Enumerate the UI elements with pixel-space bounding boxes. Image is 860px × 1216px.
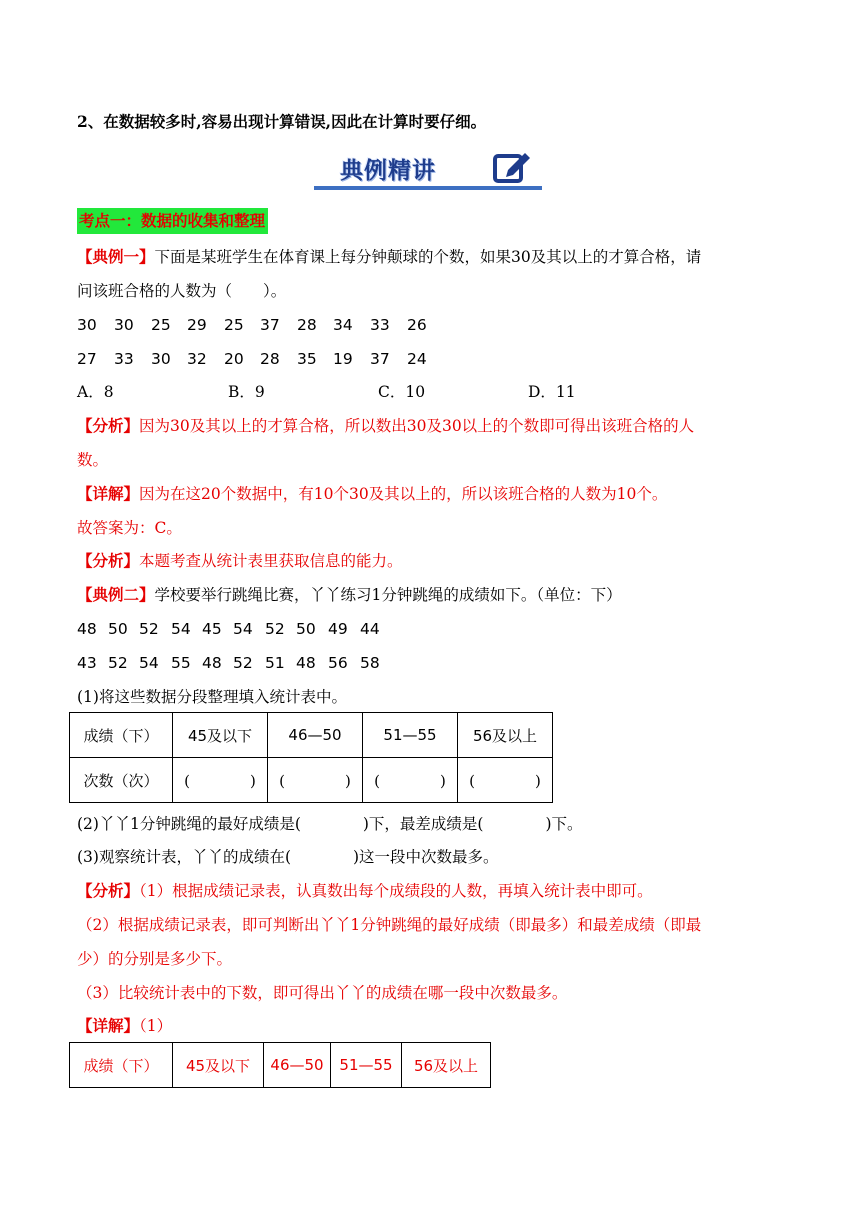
example1-answer: 故答案为：C。: [77, 519, 182, 537]
data-value: 20: [224, 350, 244, 368]
banner-underline: [314, 186, 542, 190]
data-value: 27: [77, 350, 97, 368]
table-blank-cell: ( ): [458, 758, 553, 803]
answer-table: [69, 1042, 491, 1088]
data-value: 32: [187, 350, 207, 368]
data-value: 34: [333, 316, 353, 334]
data-value: 19: [333, 350, 353, 368]
example1-line1: [77, 247, 701, 267]
data-value: 52: [233, 654, 253, 672]
table-header-row: [70, 713, 553, 758]
example2-analysis-line4: （3）比较统计表中的下数，即可得出丫丫的成绩在哪一段中次数最多。: [77, 984, 568, 1002]
table-blank-cell: ( ): [363, 758, 458, 803]
topic-heading: 考点一：数据的收集和整理: [77, 208, 268, 234]
option-a: A．8: [77, 383, 114, 401]
analysis-text: 因为30及其以上的才算合格，所以数出30及30以上的个数即可得出该班合格的人: [139, 417, 695, 435]
data-value: 58: [360, 654, 380, 672]
data-value: 49: [328, 620, 348, 638]
section-banner: [314, 150, 542, 194]
example1-analysis-line1: [77, 416, 694, 436]
example2-tag: 【典例二】: [77, 585, 155, 604]
data-value: 52: [139, 620, 159, 638]
data-value: 45: [202, 620, 222, 638]
data-value: 30: [151, 350, 171, 368]
option-d: D．11: [528, 383, 576, 401]
data-value: 48: [296, 654, 316, 672]
data-value: 50: [108, 620, 128, 638]
stat-table: [69, 712, 553, 803]
data-value: 48: [202, 654, 222, 672]
example2-line1: [77, 585, 622, 605]
data-value: 24: [407, 350, 427, 368]
data-value: 33: [370, 316, 390, 334]
example1-detail: [77, 484, 667, 504]
data-value: 56: [328, 654, 348, 672]
example1-tag: 【典例一】: [77, 247, 155, 266]
example1-analysis-line2: 数。: [77, 451, 109, 469]
table-header-cell: 51—55: [363, 713, 458, 758]
data-value: 51: [265, 654, 285, 672]
table-blank-cell: ( ): [268, 758, 363, 803]
option-c: C．10: [378, 383, 426, 401]
data-value: 28: [297, 316, 317, 334]
data-value: 28: [260, 350, 280, 368]
example1-analysis2: [77, 551, 403, 571]
example2-text: 学校要举行跳绳比赛，丫丫练习1分钟跳绳的成绩如下。（单位：下）: [154, 586, 622, 604]
data-value: 54: [233, 620, 253, 638]
table-header-cell: 成绩（下）: [70, 713, 173, 758]
data-value: 52: [108, 654, 128, 672]
table-header-cell: 56及以上: [402, 1043, 491, 1088]
analysis-text: 本题考查从统计表里获取信息的能力。: [139, 552, 403, 570]
data-value: 33: [114, 350, 134, 368]
table-header-cell: 45及以下: [173, 1043, 264, 1088]
detail-tag: 【详解】: [77, 484, 140, 503]
detail-text: 因为在这20个数据中，有10个30及其以上的，所以该班合格的人数为10个。: [139, 485, 668, 503]
data-value: 54: [139, 654, 159, 672]
table-header-cell: 46—50: [264, 1043, 331, 1088]
data-value: 25: [151, 316, 171, 334]
analysis-tag: 【分析】: [77, 881, 140, 900]
data-value: 55: [171, 654, 191, 672]
data-value: 30: [114, 316, 134, 334]
data-value: 26: [407, 316, 427, 334]
data-value: 35: [297, 350, 317, 368]
table-row-label: 次数（次）: [70, 758, 173, 803]
data-value: 43: [77, 654, 97, 672]
table-header-cell: 51—55: [331, 1043, 402, 1088]
data-value: 30: [77, 316, 97, 334]
example2-q2: (2)丫丫1分钟跳绳的最好成绩是( )下，最差成绩是( )下。: [77, 815, 583, 833]
example1-text-line2: 问该班合格的人数为（ ）。: [77, 282, 287, 300]
detail-text: （1）: [139, 1017, 173, 1035]
table-header-cell: 46—50: [268, 713, 363, 758]
table-row: [70, 758, 553, 803]
example1-text-line1: 下面是某班学生在体育课上每分钟颠球的个数，如果30及其以上的才算合格，请: [154, 248, 702, 266]
data-value: 37: [260, 316, 280, 334]
detail-tag: 【详解】: [77, 1016, 140, 1035]
analysis-tag: 【分析】: [77, 416, 140, 435]
option-b: B．9: [228, 383, 265, 401]
example2-q3: (3)观察统计表，丫丫的成绩在( )这一段中次数最多。: [77, 848, 499, 866]
table-header-cell: 45及以下: [173, 713, 268, 758]
data-value: 48: [77, 620, 97, 638]
example2-analysis-line2: （2）根据成绩记录表，即可判断出丫丫1分钟跳绳的最好成绩（即最多）和最差成绩（即最: [77, 916, 702, 934]
example2-analysis-line1: [77, 881, 653, 901]
table-header-cell: 56及以上: [458, 713, 553, 758]
table-header-cell: 成绩（下）: [70, 1043, 173, 1088]
table-header-row: [70, 1043, 491, 1088]
data-value: 29: [187, 316, 207, 334]
intro-line: 2、在数据较多时,容易出现计算错误,因此在计算时要仔细。: [77, 112, 487, 131]
edit-icon: [492, 150, 532, 184]
data-value: 50: [296, 620, 316, 638]
example2-detail: [77, 1016, 172, 1036]
data-value: 37: [370, 350, 390, 368]
data-value: 25: [224, 316, 244, 334]
table-blank-cell: ( ): [173, 758, 268, 803]
analysis-text: （1）根据成绩记录表，认真数出每个成绩段的人数，再填入统计表中即可。: [139, 882, 653, 900]
example2-q1: (1)将这些数据分段整理填入统计表中。: [77, 688, 347, 706]
data-value: 52: [265, 620, 285, 638]
banner-title: 典例精讲: [340, 158, 436, 184]
analysis-tag: 【分析】: [77, 551, 140, 570]
data-value: 54: [171, 620, 191, 638]
data-value: 44: [360, 620, 380, 638]
example2-analysis-line3: 少）的分别是多少下。: [77, 950, 233, 968]
